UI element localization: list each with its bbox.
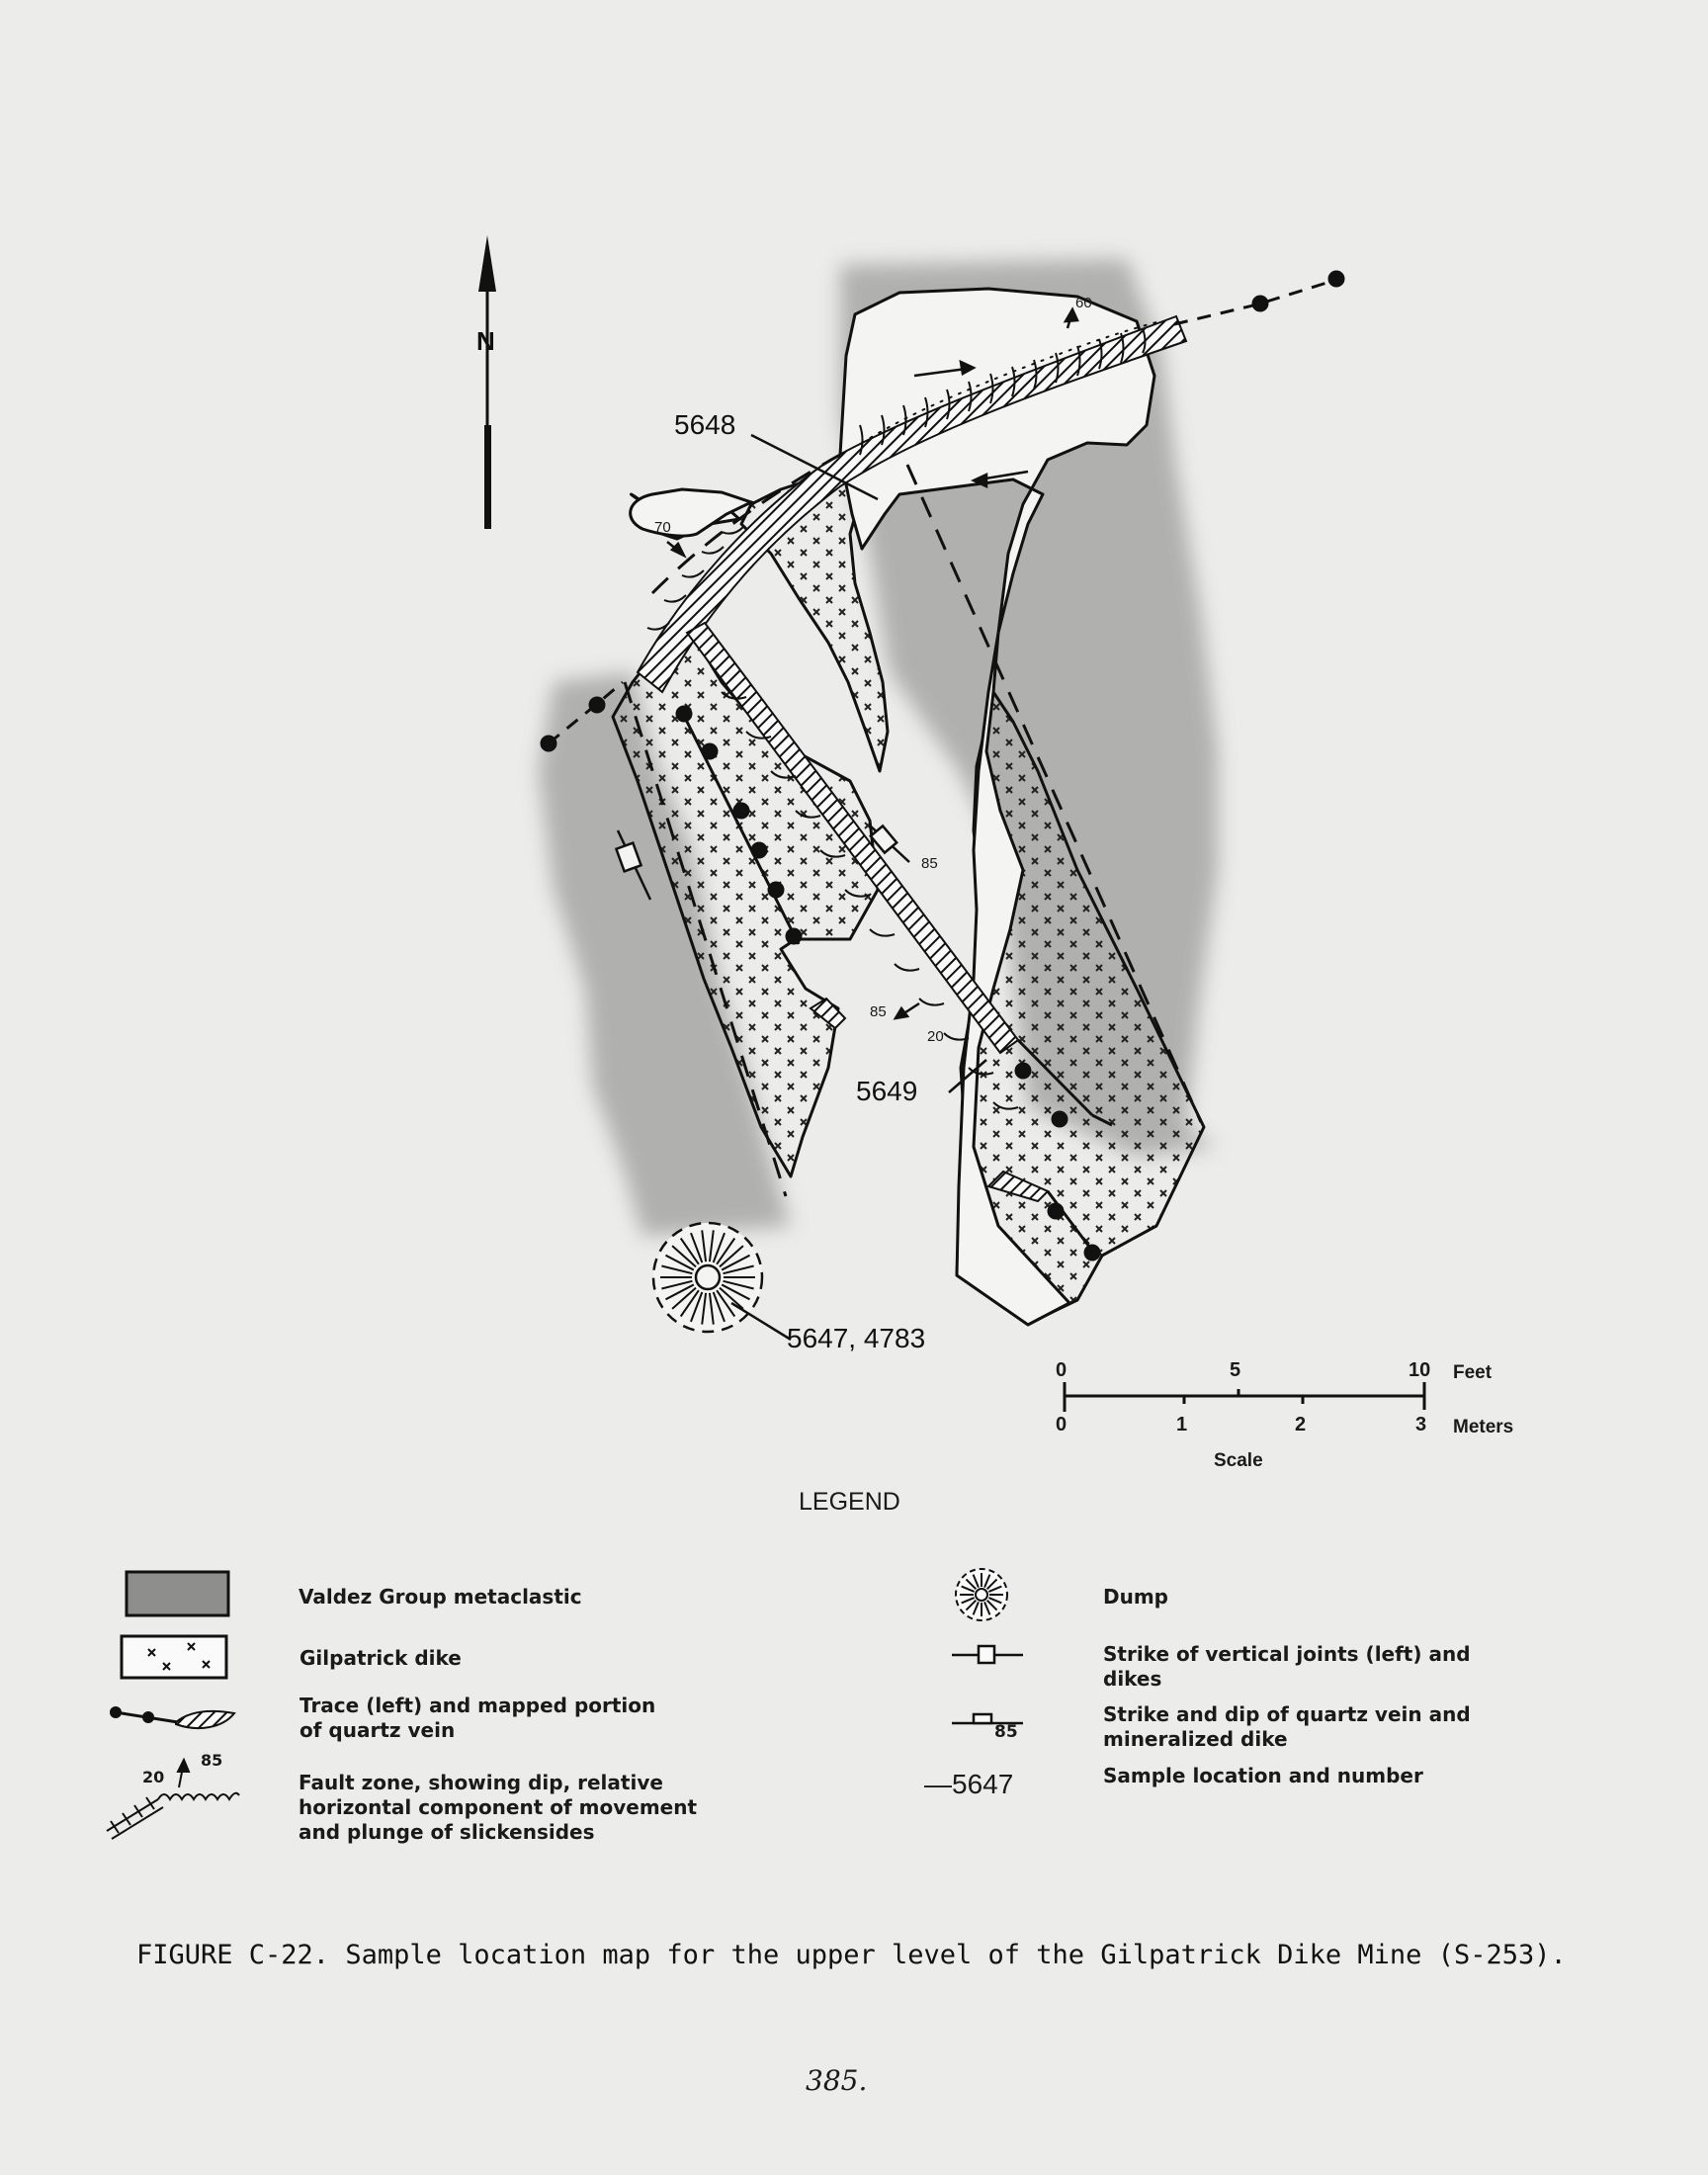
scale-feet-0: 0 [1056, 1359, 1068, 1381]
legend-valdez-swatch [127, 1572, 228, 1615]
legend-gilpatrick-swatch [122, 1636, 226, 1678]
scale-feet-10: 10 [1409, 1359, 1431, 1381]
sample-5648-label: 5648 [674, 409, 736, 440]
dump-symbol [653, 1223, 762, 1332]
legend-sample-label: Sample location and number [1103, 1764, 1423, 1787]
scale-bar [1065, 1382, 1424, 1412]
dip-70: 70 [654, 519, 671, 536]
scale-label: Scale [1214, 1450, 1263, 1471]
legend-fault-label: Fault zone, showing dip, relative horizontal component of movement and plunge of slickensides [299, 1771, 698, 1844]
scale-meter-0: 0 [1056, 1414, 1068, 1436]
legend-fault-symbol [107, 1760, 239, 1839]
legend-joint-symbol [952, 1646, 1023, 1663]
legend-title: LEGEND [799, 1488, 900, 1516]
dip-60: 60 [1075, 295, 1092, 311]
legend-sample-symbol: —5647 [924, 1769, 1014, 1799]
page-number: 385. [806, 2064, 868, 2097]
legend-fault-dip-20: 20 [142, 1768, 165, 1786]
figure-caption: FIGURE C-22. Sample location map for the upper level of the Gilpatrick Dike Mine (S-253). [136, 1940, 1567, 1970]
legend-fault-dip-85: 85 [201, 1751, 223, 1770]
north-label: N [476, 326, 495, 356]
scale-meter-unit: Meters [1453, 1417, 1514, 1437]
legend-joints-label: Strike of vertical joints (left) and dikes [1103, 1642, 1471, 1691]
legend-valdez-label: Valdez Group metaclastic [299, 1585, 582, 1609]
sample-5647-label: 5647, 4783 [787, 1323, 926, 1353]
dip-85-fault: 85 [870, 1003, 887, 1020]
legend-dump-label: Dump [1103, 1585, 1168, 1609]
scale-feet-5: 5 [1230, 1359, 1241, 1381]
north-arrow [478, 235, 496, 529]
scale-meter-1: 1 [1176, 1414, 1188, 1436]
scale-meter-3: 3 [1415, 1414, 1427, 1436]
dip-20-fault: 20 [927, 1028, 944, 1045]
scale-feet-unit: Feet [1453, 1362, 1493, 1383]
legend-gilpatrick-label: Gilpatrick dike [299, 1646, 462, 1670]
legend-dump-symbol [956, 1569, 1007, 1620]
legend-qv-dip: 85 [994, 1722, 1018, 1742]
dip-85-joint: 85 [921, 855, 938, 872]
scale-meter-2: 2 [1295, 1414, 1307, 1436]
legend-vein-label: Trace (left) and mapped portion of quartz vein [299, 1694, 656, 1742]
sample-5649-label: 5649 [856, 1076, 918, 1106]
legend-vein-symbol [110, 1706, 234, 1728]
legend-qv-label: Strike and dip of quartz vein and mineralized dike [1103, 1702, 1471, 1751]
